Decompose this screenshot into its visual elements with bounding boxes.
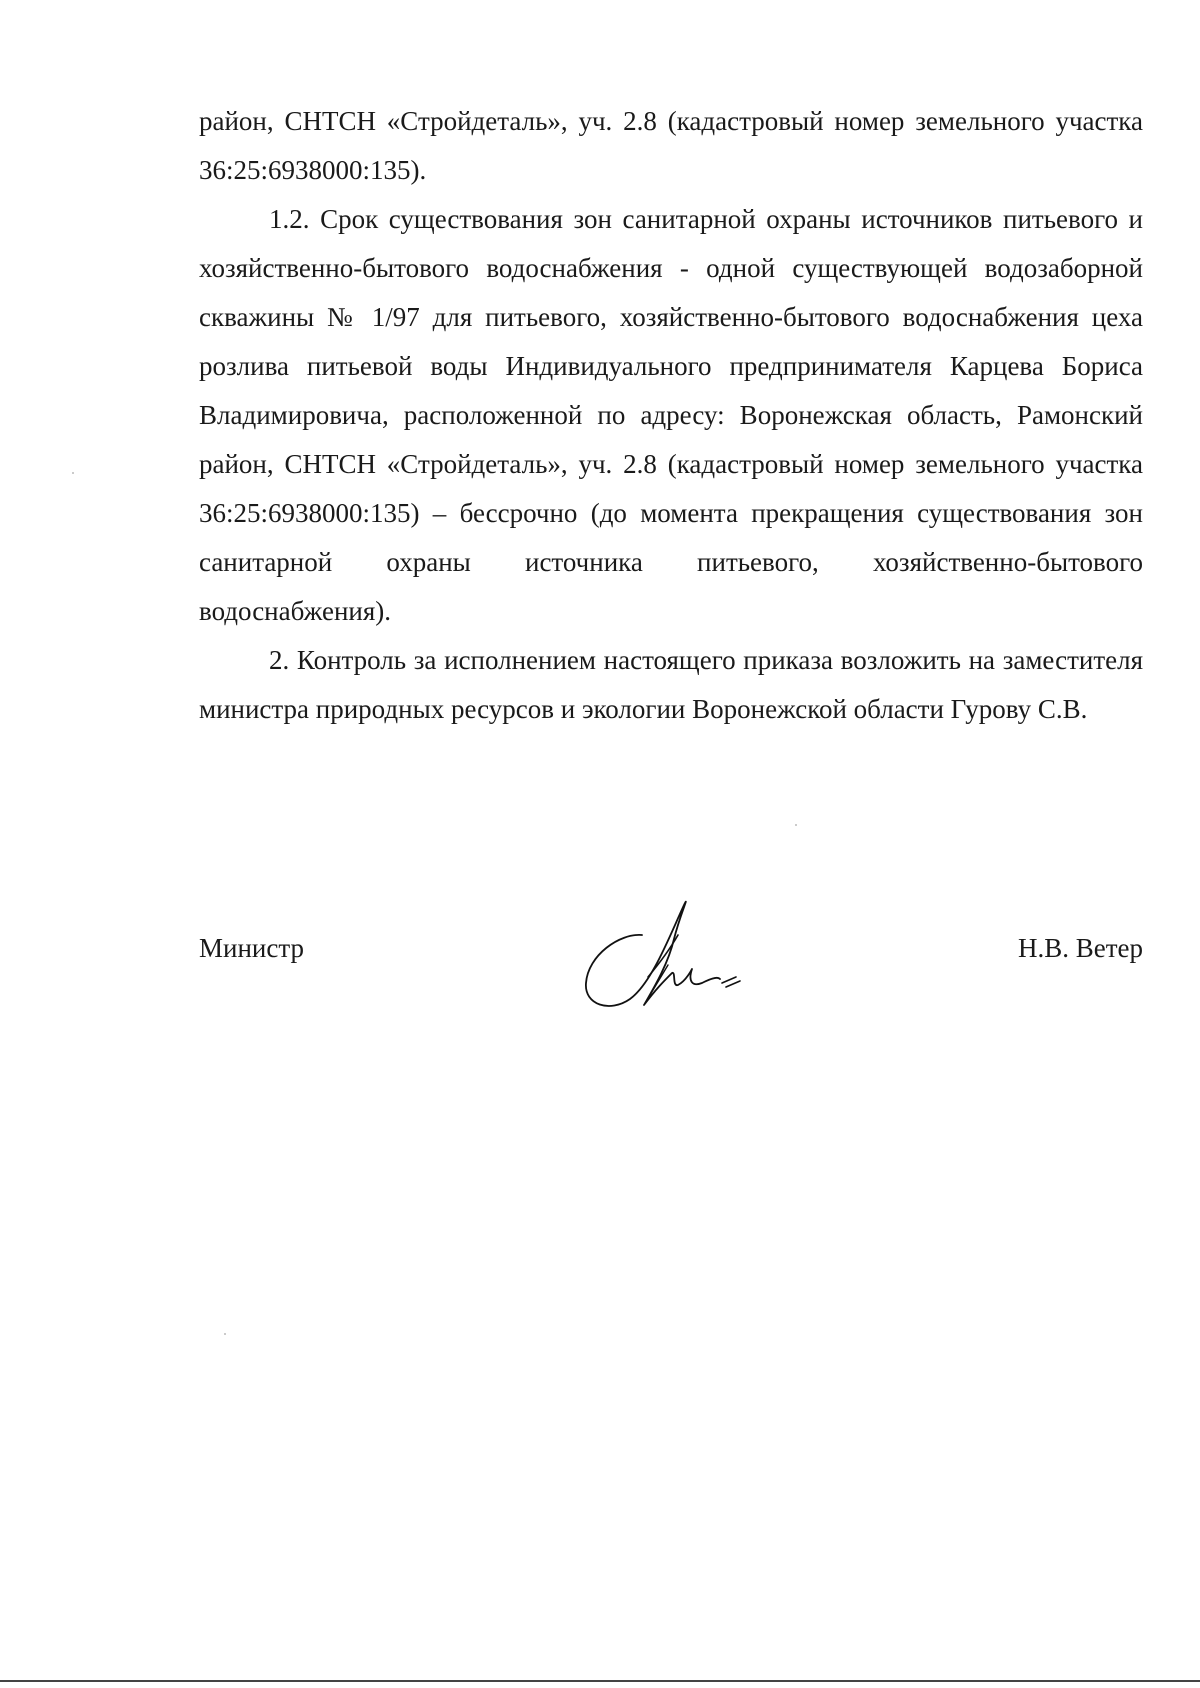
clause-2-paragraph (199, 636, 1143, 734)
continuation-text: район, СНТСН «Стройдеталь», уч. 2.8 (кадастровый номер земельного участка 36:25:6938000:135). (199, 106, 1143, 185)
scan-speck (224, 1333, 226, 1335)
signer-name: Н.В. Ветер (1017, 933, 1143, 963)
handwritten-signature (580, 895, 750, 1020)
clause-1-2-text: 1.2. Срок существования зон санитарной охраны источников питьевого и хозяйственно-бытового водоснабжения - одной существующей водозаборной скважины № 1/97 для питьевого, хозяйственно-бытового водоснабжения цеха розлива питьевой воды Индивидуального предпринимателя Карцева Бориса Владимировича, расположенной по адресу: Воронежская область, Рамонский район, СНТСН «Стройдеталь», уч. 2.8 (кадастровый номер земельного участка 36:25:6938000:135) – бессрочно (до момента прекращения существования зон санитарной охраны источника питьевого, хозяйственно-бытового водоснабжения). (199, 204, 1143, 626)
clause-2-text: 2. Контроль за исполнением настоящего приказа возложить на заместителя министра природных ресурсов и экологии Воронежской области Гурову С.В. (199, 645, 1143, 724)
signer-position: Министр (199, 933, 304, 963)
scan-speck (72, 472, 74, 474)
page-bottom-edge (0, 1680, 1200, 1682)
continuation-paragraph (199, 97, 1143, 195)
clause-1-2-paragraph (199, 195, 1143, 636)
scan-speck (795, 824, 797, 826)
